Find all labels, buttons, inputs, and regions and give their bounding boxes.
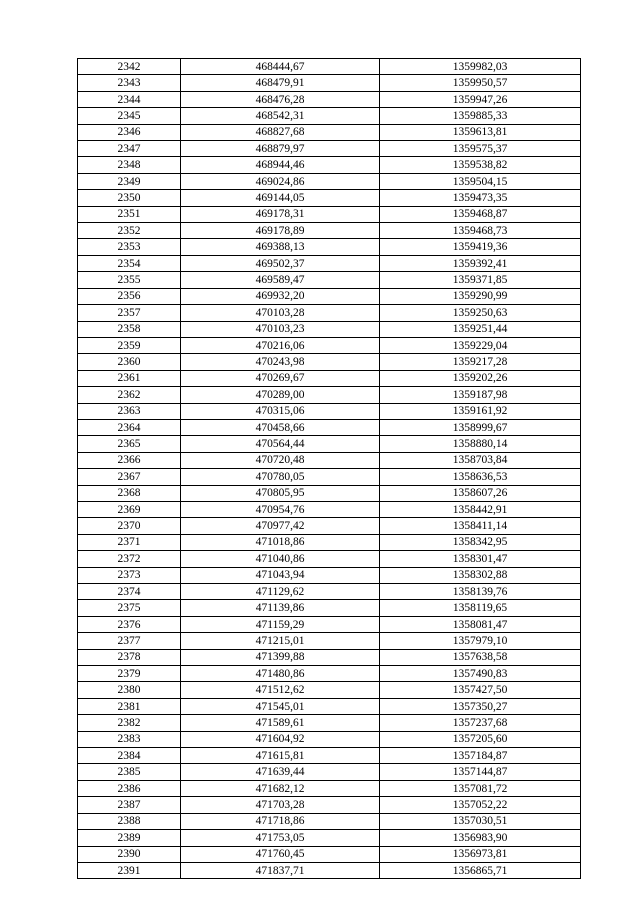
y-coordinate-cell: 1358703,84 (380, 452, 581, 468)
x-coordinate-cell: 469178,31 (181, 206, 380, 222)
x-coordinate-cell: 471545,01 (181, 698, 380, 714)
table-row (78, 206, 581, 222)
y-coordinate-cell: 1359250,63 (380, 305, 581, 321)
table-row (78, 91, 581, 107)
y-coordinate-cell: 1359468,87 (380, 206, 581, 222)
point-number-cell: 2344 (78, 91, 181, 107)
table-row (78, 419, 581, 435)
y-coordinate-cell: 1357184,87 (380, 748, 581, 764)
table-row (78, 272, 581, 288)
point-number-cell: 2345 (78, 108, 181, 124)
point-number-cell: 2356 (78, 288, 181, 304)
y-coordinate-cell: 1358342,95 (380, 534, 581, 550)
table-row (78, 797, 581, 813)
x-coordinate-cell: 471703,28 (181, 797, 380, 813)
point-number-cell: 2377 (78, 633, 181, 649)
point-number-cell: 2389 (78, 830, 181, 846)
table-row (78, 649, 581, 665)
point-number-cell: 2348 (78, 157, 181, 173)
y-coordinate-cell: 1357350,27 (380, 698, 581, 714)
y-coordinate-cell: 1358442,91 (380, 501, 581, 517)
y-coordinate-cell: 1359229,04 (380, 337, 581, 353)
point-number-cell: 2358 (78, 321, 181, 337)
point-number-cell: 2367 (78, 469, 181, 485)
table-row (78, 616, 581, 632)
x-coordinate-cell: 470458,66 (181, 419, 380, 435)
table-row (78, 682, 581, 698)
point-number-cell: 2363 (78, 403, 181, 419)
table-row (78, 534, 581, 550)
point-number-cell: 2378 (78, 649, 181, 665)
point-number-cell: 2380 (78, 682, 181, 698)
table-row (78, 633, 581, 649)
y-coordinate-cell: 1359251,44 (380, 321, 581, 337)
y-coordinate-cell: 1357427,50 (380, 682, 581, 698)
table-row (78, 190, 581, 206)
x-coordinate-cell: 470243,98 (181, 354, 380, 370)
y-coordinate-cell: 1359371,85 (380, 272, 581, 288)
x-coordinate-cell: 470103,28 (181, 305, 380, 321)
y-coordinate-cell: 1359885,33 (380, 108, 581, 124)
table-row (78, 370, 581, 386)
y-coordinate-cell: 1358636,53 (380, 469, 581, 485)
table-row (78, 337, 581, 353)
y-coordinate-cell: 1357638,58 (380, 649, 581, 665)
point-number-cell: 2390 (78, 846, 181, 862)
y-coordinate-cell: 1358999,67 (380, 419, 581, 435)
y-coordinate-cell: 1359468,73 (380, 223, 581, 239)
y-coordinate-cell: 1357030,51 (380, 813, 581, 829)
table-row (78, 813, 581, 829)
y-coordinate-cell: 1359473,35 (380, 190, 581, 206)
y-coordinate-cell: 1358607,26 (380, 485, 581, 501)
point-number-cell: 2376 (78, 616, 181, 632)
table-row (78, 666, 581, 682)
y-coordinate-cell: 1358139,76 (380, 584, 581, 600)
y-coordinate-cell: 1357052,22 (380, 797, 581, 813)
x-coordinate-cell: 469178,89 (181, 223, 380, 239)
y-coordinate-cell: 1356973,81 (380, 846, 581, 862)
y-coordinate-cell: 1357144,87 (380, 764, 581, 780)
x-coordinate-cell: 471018,86 (181, 534, 380, 550)
table-row (78, 173, 581, 189)
table-row (78, 584, 581, 600)
point-number-cell: 2350 (78, 190, 181, 206)
table-row (78, 830, 581, 846)
x-coordinate-cell: 471215,01 (181, 633, 380, 649)
table-row (78, 731, 581, 747)
table-row (78, 551, 581, 567)
x-coordinate-cell: 469388,13 (181, 239, 380, 255)
table-row (78, 567, 581, 583)
x-coordinate-cell: 470564,44 (181, 436, 380, 452)
point-number-cell: 2366 (78, 452, 181, 468)
table-row (78, 436, 581, 452)
point-number-cell: 2342 (78, 59, 181, 75)
table-row (78, 288, 581, 304)
table-row (78, 485, 581, 501)
table-row (78, 452, 581, 468)
point-number-cell: 2355 (78, 272, 181, 288)
y-coordinate-cell: 1359217,28 (380, 354, 581, 370)
table-row (78, 862, 581, 878)
point-number-cell: 2359 (78, 337, 181, 353)
coordinates-table (77, 58, 581, 879)
point-number-cell: 2372 (78, 551, 181, 567)
y-coordinate-cell: 1359538,82 (380, 157, 581, 173)
point-number-cell: 2361 (78, 370, 181, 386)
y-coordinate-cell: 1359187,98 (380, 387, 581, 403)
x-coordinate-cell: 468944,46 (181, 157, 380, 173)
x-coordinate-cell: 470103,23 (181, 321, 380, 337)
table-row (78, 59, 581, 75)
y-coordinate-cell: 1356983,90 (380, 830, 581, 846)
y-coordinate-cell: 1358119,65 (380, 600, 581, 616)
y-coordinate-cell: 1357237,68 (380, 715, 581, 731)
coordinates-table-body (78, 59, 581, 879)
x-coordinate-cell: 471159,29 (181, 616, 380, 632)
point-number-cell: 2383 (78, 731, 181, 747)
x-coordinate-cell: 470805,95 (181, 485, 380, 501)
table-row (78, 748, 581, 764)
x-coordinate-cell: 471753,05 (181, 830, 380, 846)
y-coordinate-cell: 1358302,88 (380, 567, 581, 583)
table-row (78, 600, 581, 616)
x-coordinate-cell: 471480,86 (181, 666, 380, 682)
point-number-cell: 2354 (78, 255, 181, 271)
table-row (78, 764, 581, 780)
table-row (78, 403, 581, 419)
x-coordinate-cell: 468879,97 (181, 141, 380, 157)
point-number-cell: 2351 (78, 206, 181, 222)
table-row (78, 780, 581, 796)
point-number-cell: 2373 (78, 567, 181, 583)
x-coordinate-cell: 469589,47 (181, 272, 380, 288)
table-row (78, 305, 581, 321)
y-coordinate-cell: 1359950,57 (380, 75, 581, 91)
x-coordinate-cell: 469024,86 (181, 173, 380, 189)
y-coordinate-cell: 1359613,81 (380, 124, 581, 140)
point-number-cell: 2362 (78, 387, 181, 403)
x-coordinate-cell: 470269,67 (181, 370, 380, 386)
x-coordinate-cell: 471639,44 (181, 764, 380, 780)
table-row (78, 75, 581, 91)
table-row (78, 255, 581, 271)
x-coordinate-cell: 468827,68 (181, 124, 380, 140)
table-row (78, 518, 581, 534)
point-number-cell: 2369 (78, 501, 181, 517)
x-coordinate-cell: 469502,37 (181, 255, 380, 271)
point-number-cell: 2353 (78, 239, 181, 255)
point-number-cell: 2365 (78, 436, 181, 452)
table-row (78, 846, 581, 862)
point-number-cell: 2387 (78, 797, 181, 813)
table-row (78, 501, 581, 517)
table-row (78, 321, 581, 337)
table-row (78, 715, 581, 731)
x-coordinate-cell: 471760,45 (181, 846, 380, 862)
point-number-cell: 2384 (78, 748, 181, 764)
point-number-cell: 2385 (78, 764, 181, 780)
x-coordinate-cell: 471604,92 (181, 731, 380, 747)
point-number-cell: 2371 (78, 534, 181, 550)
table-row (78, 239, 581, 255)
x-coordinate-cell: 471682,12 (181, 780, 380, 796)
x-coordinate-cell: 468444,67 (181, 59, 380, 75)
x-coordinate-cell: 469932,20 (181, 288, 380, 304)
point-number-cell: 2360 (78, 354, 181, 370)
point-number-cell: 2346 (78, 124, 181, 140)
x-coordinate-cell: 471718,86 (181, 813, 380, 829)
point-number-cell: 2382 (78, 715, 181, 731)
point-number-cell: 2370 (78, 518, 181, 534)
x-coordinate-cell: 468542,31 (181, 108, 380, 124)
y-coordinate-cell: 1359504,15 (380, 173, 581, 189)
table-row (78, 387, 581, 403)
y-coordinate-cell: 1359392,41 (380, 255, 581, 271)
y-coordinate-cell: 1359982,03 (380, 59, 581, 75)
point-number-cell: 2357 (78, 305, 181, 321)
x-coordinate-cell: 470289,00 (181, 387, 380, 403)
y-coordinate-cell: 1359290,99 (380, 288, 581, 304)
x-coordinate-cell: 470315,06 (181, 403, 380, 419)
table-row (78, 354, 581, 370)
x-coordinate-cell: 471043,94 (181, 567, 380, 583)
point-number-cell: 2379 (78, 666, 181, 682)
x-coordinate-cell: 471139,86 (181, 600, 380, 616)
point-number-cell: 2386 (78, 780, 181, 796)
point-number-cell: 2349 (78, 173, 181, 189)
x-coordinate-cell: 470216,06 (181, 337, 380, 353)
x-coordinate-cell: 468476,28 (181, 91, 380, 107)
x-coordinate-cell: 469144,05 (181, 190, 380, 206)
x-coordinate-cell: 470720,48 (181, 452, 380, 468)
y-coordinate-cell: 1357205,60 (380, 731, 581, 747)
table-row (78, 157, 581, 173)
x-coordinate-cell: 471589,61 (181, 715, 380, 731)
x-coordinate-cell: 471129,62 (181, 584, 380, 600)
x-coordinate-cell: 471615,81 (181, 748, 380, 764)
table-row (78, 141, 581, 157)
point-number-cell: 2368 (78, 485, 181, 501)
y-coordinate-cell: 1359419,36 (380, 239, 581, 255)
y-coordinate-cell: 1358880,14 (380, 436, 581, 452)
x-coordinate-cell: 470954,76 (181, 501, 380, 517)
x-coordinate-cell: 470977,42 (181, 518, 380, 534)
y-coordinate-cell: 1357490,83 (380, 666, 581, 682)
table-row (78, 223, 581, 239)
point-number-cell: 2381 (78, 698, 181, 714)
point-number-cell: 2374 (78, 584, 181, 600)
x-coordinate-cell: 468479,91 (181, 75, 380, 91)
x-coordinate-cell: 471837,71 (181, 862, 380, 878)
point-number-cell: 2364 (78, 419, 181, 435)
x-coordinate-cell: 470780,05 (181, 469, 380, 485)
y-coordinate-cell: 1357979,10 (380, 633, 581, 649)
y-coordinate-cell: 1359202,26 (380, 370, 581, 386)
point-number-cell: 2391 (78, 862, 181, 878)
y-coordinate-cell: 1359575,37 (380, 141, 581, 157)
point-number-cell: 2343 (78, 75, 181, 91)
x-coordinate-cell: 471040,86 (181, 551, 380, 567)
table-row (78, 124, 581, 140)
point-number-cell: 2388 (78, 813, 181, 829)
point-number-cell: 2352 (78, 223, 181, 239)
table-row (78, 698, 581, 714)
y-coordinate-cell: 1358411,14 (380, 518, 581, 534)
y-coordinate-cell: 1358081,47 (380, 616, 581, 632)
table-row (78, 108, 581, 124)
x-coordinate-cell: 471512,62 (181, 682, 380, 698)
point-number-cell: 2347 (78, 141, 181, 157)
y-coordinate-cell: 1359947,26 (380, 91, 581, 107)
y-coordinate-cell: 1359161,92 (380, 403, 581, 419)
table-row (78, 469, 581, 485)
y-coordinate-cell: 1357081,72 (380, 780, 581, 796)
point-number-cell: 2375 (78, 600, 181, 616)
y-coordinate-cell: 1358301,47 (380, 551, 581, 567)
x-coordinate-cell: 471399,88 (181, 649, 380, 665)
y-coordinate-cell: 1356865,71 (380, 862, 581, 878)
